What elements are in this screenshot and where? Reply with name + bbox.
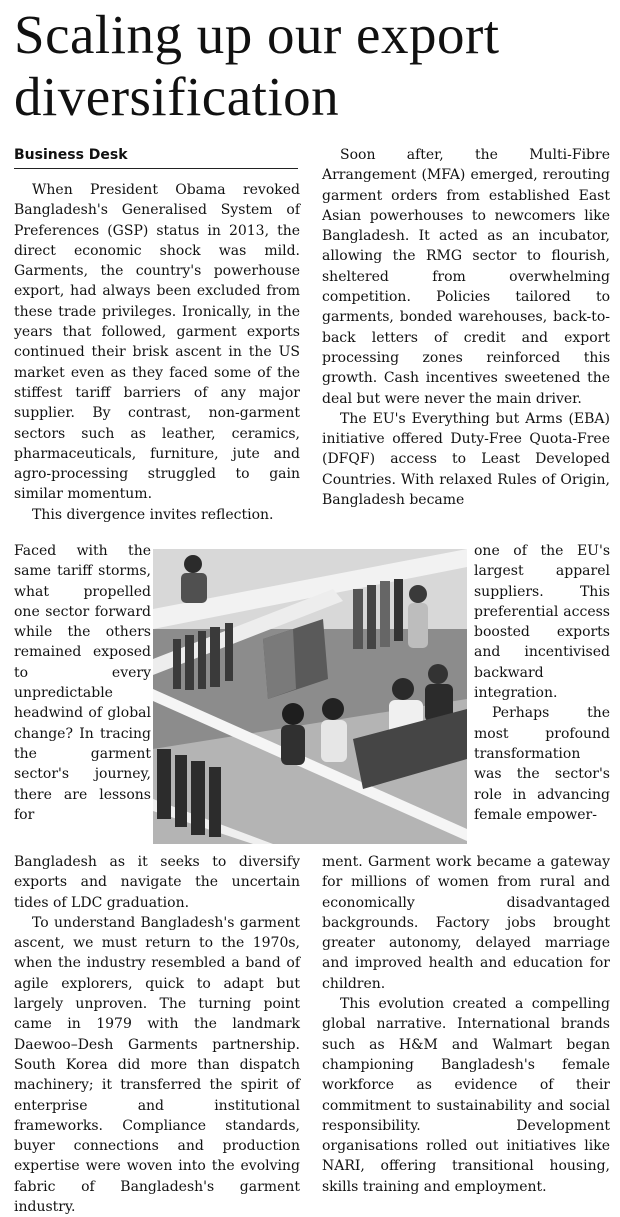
column-2-top <box>322 145 610 510</box>
paragraph-lead: The EU's Everything but Arms (EBA) initiative offered Duty-Free Quota-Free (DFQF) access to Least Developed Countries. With relaxed Rules of Origin, Bangladesh became <box>322 410 610 509</box>
paragraph: To understand Bangladesh's garment ascent, we must return to the 1970s, when the industry resembled a band of agile explorers, quick to adapt but largely unproven. The turning point came in 1979 with the landmark Daewoo–Desh Garments partnership. South Korea did more than dispatch machinery; it transferred the spirit of enterprise and institutional frameworks. Compliance standards, buyer connections and production expertise were woven into the evolving fabric of Bangladesh's garment industry. <box>14 914 300 1216</box>
column-1-top <box>14 180 300 525</box>
column-2-bottom <box>322 852 610 1197</box>
paragraph-tail: Bangladesh as it seeks to diversify exports and navigate the uncertain tides of LDC graduation. <box>14 854 300 911</box>
paragraph-tail: ment. Garment work became a gateway for millions of women from rural and economically disadvantaged backgrounds. Factory jobs brought greater autonomy, delayed marriage and improved health and education for children. <box>322 854 610 992</box>
paragraph-wrap: Perhaps the most profound transformation was the sector's role in advancing female empower- <box>474 705 610 823</box>
paragraph-wrap: Faced with the same tariff storms, what propelled one sector forward while the others remained exposed to every unpredictable headwind of global change? In tracing the garment sector's journey, there are lessons for <box>14 543 151 823</box>
paragraph: When President Obama revoked Bangladesh's Generalised System of Preferences (GSP) status in 2013, the direct economic shock was mild. Garments, the country's powerhouse export, had always been excluded from these trade privileges. Ironically, in the years that followed, garment exports continued their brisk ascent in the US market even as they faced some of the stiffest tariff barriers of any major supplier. By contrast, non-garment sectors such as leather, ceramics, pharmaceuticals, furniture, jute and agro-processing struggled to gain similar momentum. <box>14 182 300 503</box>
paragraph: This evolution created a compelling global narrative. International brands such as H&M and Walmart began championing Bangladesh's female workforce as evidence of their commitment to sustainability and social responsibility. Development organisations rolled out initiatives like NARI, offering transitional housing, skills training and employment. <box>322 996 610 1195</box>
garment-showroom-photo <box>153 549 467 844</box>
column-1-wrap <box>14 541 151 825</box>
paragraph-lead: This divergence invites reflection. <box>32 506 274 523</box>
column-2-wrap <box>474 541 610 825</box>
column-1-bottom <box>14 852 300 1217</box>
paragraph: Soon after, the Multi-Fibre Arrangement (MFA) emerged, rerouting garment orders from established East Asian powerhouses to newcomers like Bangladesh. It acted as an incubator, allowing the RMG sector to flourish, sheltered from overwhelming competition. Policies tailored to garments, bonded warehouses, back-to-back letters of credit and export processing zones reinforced this growth. Cash incentives sweetened the deal but were never the main driver. <box>322 147 610 407</box>
paragraph-wrap: one of the EU's largest apparel suppliers. This preferential access boosted exports and incentivised backward integration. <box>474 543 610 702</box>
byline: Business Desk <box>14 146 298 169</box>
headline: Scaling up our export diversification <box>14 4 500 127</box>
